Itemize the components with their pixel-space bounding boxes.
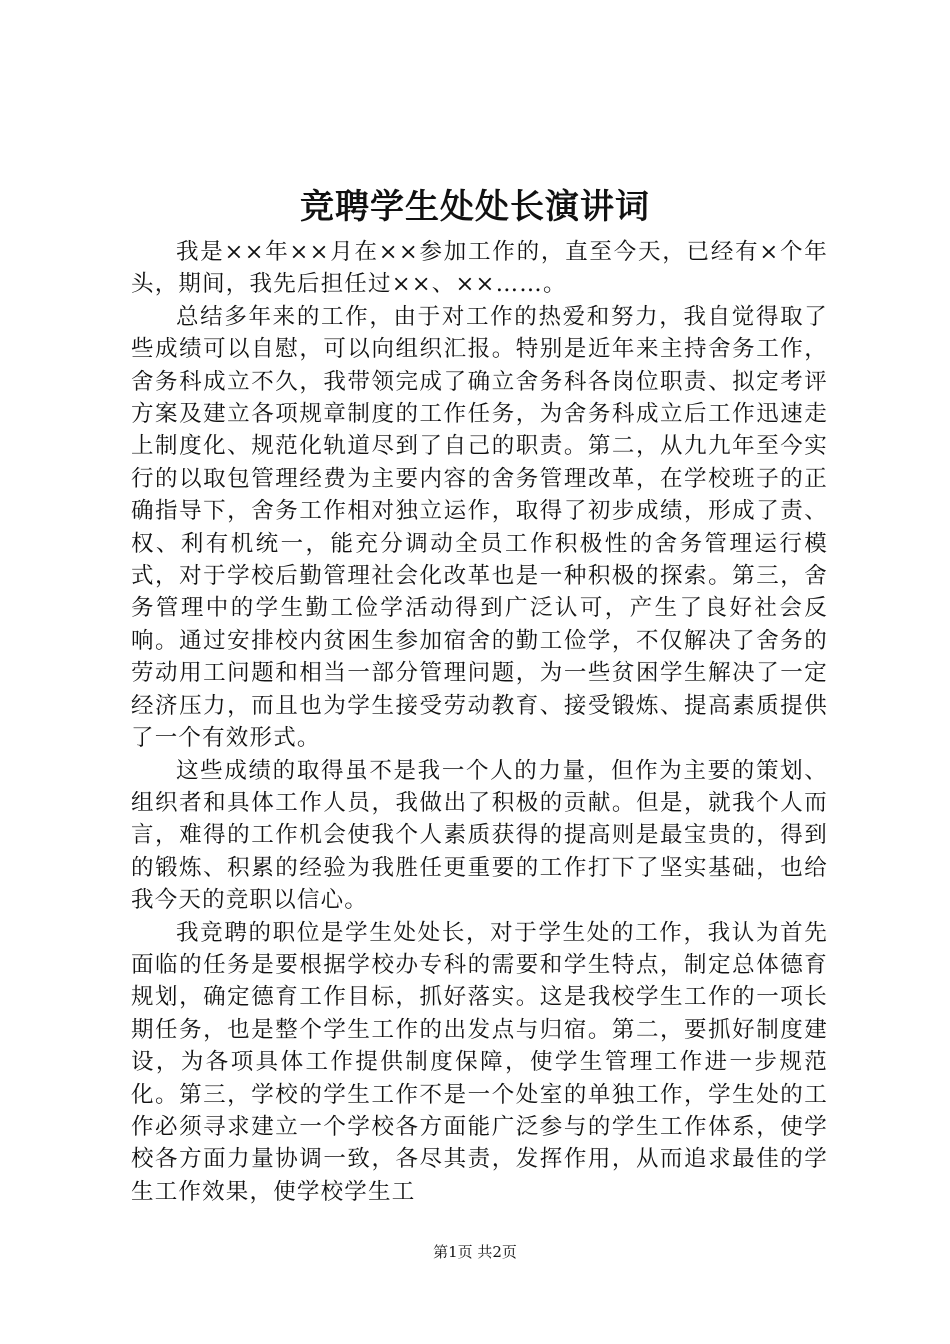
document-title: 竞聘学生处处长演讲词	[300, 187, 650, 227]
document-body	[131, 236, 828, 1208]
paragraph-3: 这些成绩的取得虽不是我一个人的力量，但作为主要的策划、组织者和具体工作人员，我做出了积极的贡献。但是，就我个人而言，难得的工作机会使我个人素质获得的提高则是最宝贵的，得到的锻炼、积累的经验为我胜任更重要的工作打下了坚实基础，也给我今天的竞职以信心。	[131, 757, 828, 914]
paragraph-1: 我是××年××月在××参加工作的，直至今天，已经有×个年头，期间，我先后担任过××、××……。	[131, 239, 828, 298]
paragraph-2: 总结多年来的工作，由于对工作的热爱和努力，我自觉得取了些成绩可以自慰，可以向组织汇报。特别是近年来主持舍务工作，舍务科成立不久，我带领完成了确立舍务科各岗位职责、拟定考评方案及建立各项规章制度的工作任务，为舍务科成立后工作迅速走上制度化、规范化轨道尽到了自己的职责。第二，从九九年至今实行的以取包管理经费为主要内容的舍务管理改革，在学校班子的正确指导下，舍务工作相对独立运作，取得了初步成绩，形成了责、权、利有机统一，能充分调动全员工作积极性的舍务管理运行模式，对于学校后勤管理社会化改革也是一种积极的探索。第三，舍务管理中的学生勤工俭学活动得到广泛认可，产生了良好社会反响。通过安排校内贫困生参加宿舍的勤工俭学，不仅解决了舍务的劳动用工问题和相当一部分管理问题，为一些贫困学生解决了一定经济压力，而且也为学生接受劳动教育、接受锻炼、提高素质提供了一个有效形式。	[131, 303, 828, 752]
paragraph-4: 我竞聘的职位是学生处处长，对于学生处的工作，我认为首先面临的任务是要根据学校办专科的需要和学生特点，制定总体德育规划，确定德育工作目标，抓好落实。这是我校学生工作的一项长期任务，也是整个学生工作的出发点与归宿。第二，要抓好制度建设，为各项具体工作提供制度保障，使学生管理工作进一步规范化。第三，学校的学生工作不是一个处室的单独工作，学生处的工作必须寻求建立一个学校各方面能广泛参与的学生工作体系，使学校各方面力量协调一致，各尽其责，发挥作用，从而追求最佳的学生工作效果，使学校学生工	[131, 919, 828, 1205]
page-number-footer: 第1页 共2页	[433, 1243, 517, 1261]
